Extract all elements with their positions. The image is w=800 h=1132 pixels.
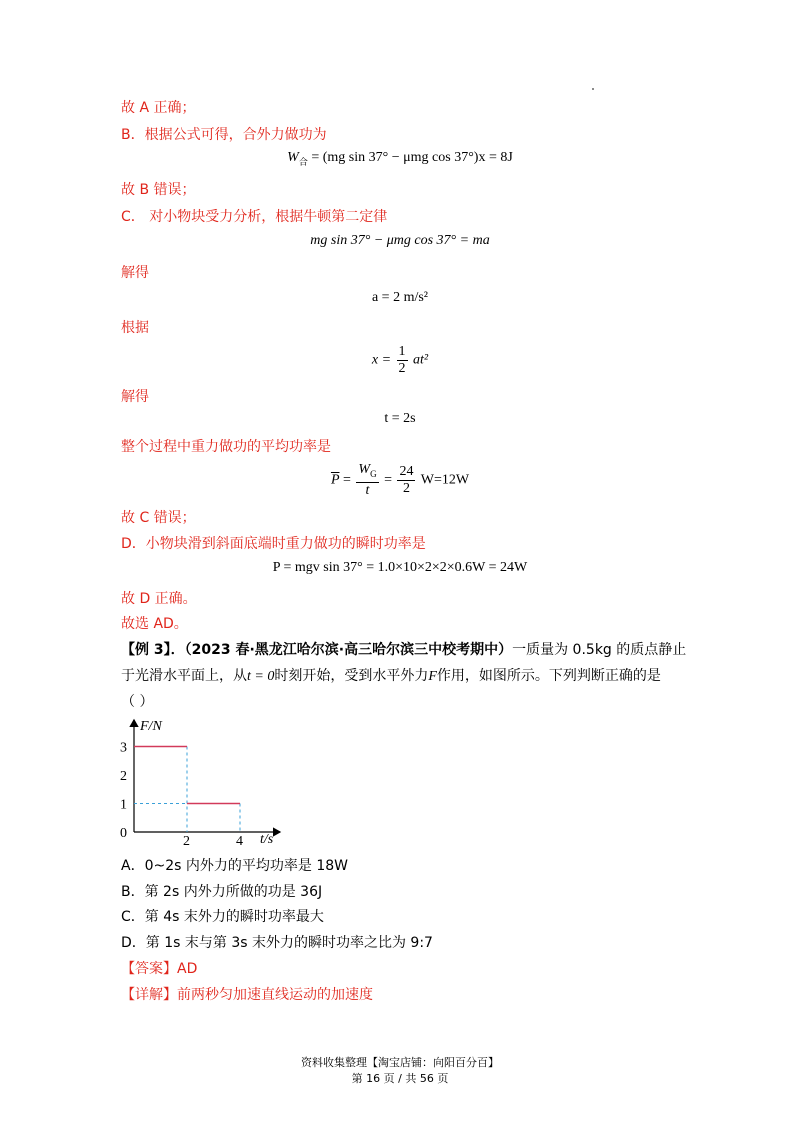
equation-time: t = 2s bbox=[384, 411, 416, 426]
d-correct-line: 故 D 正确。 bbox=[121, 591, 197, 607]
d-intro-line: D．小物块滑到斜面底端时重力做功的瞬时功率是 bbox=[121, 536, 426, 552]
footer-page-number: 第 16 页 / 共 56 页 bbox=[351, 1072, 449, 1085]
detail-line: 【详解】前两秒匀加速直线运动的加速度 bbox=[121, 987, 373, 1003]
c-wrong-line: 故 C 错误； bbox=[121, 510, 196, 526]
equation-instant-power: P = mgv sin 37° = 1.0×10×2×2×0.6W = 24W bbox=[272, 560, 528, 575]
example-heading bbox=[121, 640, 686, 660]
c-intro-line: C． 对小物块受力分析，根据牛顿第二定律 bbox=[121, 209, 388, 225]
y-tick-label: 1 bbox=[120, 797, 127, 813]
b-intro-line: B．根据公式可得，合外力做功为 bbox=[121, 127, 327, 143]
solve-line-1: 解得 bbox=[121, 265, 149, 281]
example-F: F bbox=[428, 669, 437, 684]
example-line2 bbox=[121, 666, 661, 687]
b-wrong-line: 故 B 错误； bbox=[121, 182, 196, 198]
footer-source: 资料收集整理【淘宝店铺：向阳百分百】 bbox=[301, 1056, 499, 1069]
option-d: D．第 1s 末与第 3s 末外力的瞬时功率之比为 9:7 bbox=[121, 935, 433, 951]
answer-line: 【答案】AD bbox=[121, 961, 198, 977]
eq4-lhs: x = bbox=[371, 352, 392, 368]
choose-line: 故选 AD。 bbox=[121, 616, 188, 632]
eq4-rhs: at² bbox=[413, 352, 429, 368]
x-tick-label: 2 bbox=[183, 834, 190, 846]
fraction-24: 24 bbox=[399, 463, 414, 479]
equation-displacement bbox=[0, 344, 800, 377]
power-avg-intro: 整个过程中重力做功的平均功率是 bbox=[121, 439, 331, 455]
option-c: C．第 4s 末外力的瞬时功率最大 bbox=[121, 909, 324, 925]
solve-line-2: 解得 bbox=[121, 389, 149, 405]
equation-acceleration: a = 2 m/s² bbox=[371, 290, 429, 305]
example-t0: t = 0 bbox=[247, 669, 275, 684]
equation-average-power: $\overline{P}$ = $\frac{W_G}{t}$ = $\frac{24}{2}$ W=12W bbox=[330, 462, 470, 498]
fraction-t-den: t bbox=[365, 482, 370, 498]
fraction-den: 2 bbox=[398, 361, 406, 376]
example-source: （2023 春·黑龙江哈尔滨·高三哈尔滨三中校考期中） bbox=[184, 642, 513, 658]
x-tick-label: 4 bbox=[236, 834, 243, 846]
equation-work: $W_合 = (mg$ sin 37° − μmg cos 37°)x = 8J bbox=[287, 150, 513, 167]
example-text2b: 时刻开始，受到水平外力 bbox=[274, 668, 429, 684]
equation-work-rhs: = (mg sin 37° − μmg cos 37°)x = 8J bbox=[311, 150, 513, 165]
option-a: A．0~2s 内外力的平均功率是 18W bbox=[121, 858, 348, 874]
example-text2a: 于光滑水平面上，从 bbox=[121, 668, 247, 684]
fraction-24-over-2 bbox=[397, 464, 415, 497]
scan-dot bbox=[592, 88, 594, 90]
y-tick-label: 0 bbox=[120, 826, 127, 841]
example-paren: （ ） bbox=[121, 694, 154, 710]
y-tick-label: 3 bbox=[120, 740, 127, 756]
force-time-chart bbox=[110, 712, 290, 846]
fraction-num: 1 bbox=[398, 344, 406, 359]
fraction-w-over-t bbox=[356, 462, 378, 499]
fraction-2: 2 bbox=[402, 480, 410, 496]
fraction-w-num: $W_G$ bbox=[356, 462, 378, 483]
a-correct-line: 故 A 正确； bbox=[121, 100, 196, 116]
y-tick-label: 2 bbox=[120, 769, 127, 784]
example-text2c: 作用，如图所示。下列判断正确的是 bbox=[436, 668, 661, 684]
fraction-half bbox=[397, 344, 408, 377]
according-line: 根据 bbox=[121, 320, 149, 336]
example-tag: 【例 3】． bbox=[121, 642, 185, 658]
x-axis-label: t/s bbox=[260, 832, 274, 846]
example-text1: 一质量为 0.5kg 的质点静止 bbox=[512, 642, 687, 658]
equation-newton: mg sin 37° − μmg cos 37° = ma bbox=[310, 233, 490, 248]
eq6-rhs: W=12W bbox=[420, 472, 470, 488]
y-axis-label: F/N bbox=[140, 719, 162, 734]
option-b: B．第 2s 内外力所做的功是 36J bbox=[121, 884, 323, 900]
